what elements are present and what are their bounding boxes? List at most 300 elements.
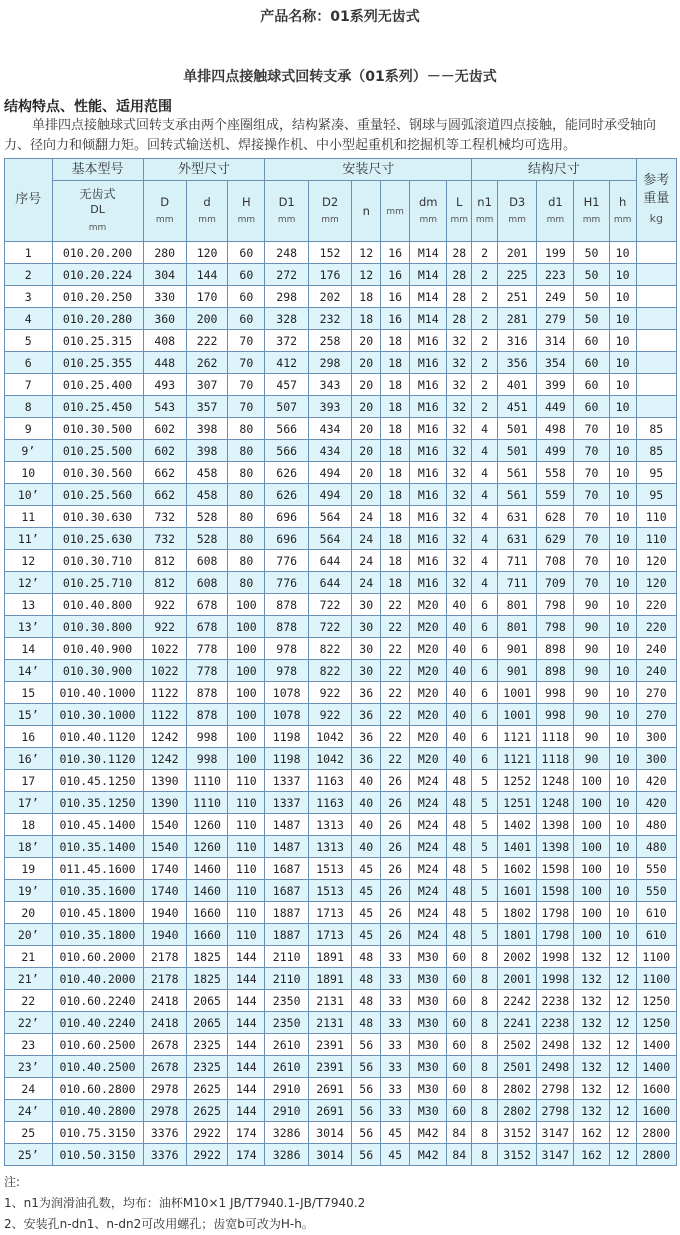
table-cell: 561	[498, 484, 537, 506]
table-cell: 95	[636, 462, 676, 484]
table-cell: 100	[228, 616, 265, 638]
header-D3-label: D3	[509, 195, 526, 209]
table-cell: 4	[472, 550, 498, 572]
header-n1	[472, 181, 498, 242]
table-cell: 2798	[537, 1078, 574, 1100]
table-cell: M16	[410, 330, 447, 352]
table-cell: 20	[352, 462, 381, 484]
table-cell: 010.45.1800	[52, 902, 143, 924]
table-cell: 458	[186, 462, 227, 484]
page-title: 产品名称：01系列无齿式	[260, 9, 420, 25]
table-cell: 10	[609, 660, 636, 682]
table-cell: 5	[472, 858, 498, 880]
table-cell: 40	[447, 638, 472, 660]
header-D1-label: D1	[278, 195, 295, 209]
table-cell: M30	[410, 968, 447, 990]
table-cell: 2238	[537, 990, 574, 1012]
table-cell: 8	[472, 968, 498, 990]
table-cell: M20	[410, 660, 447, 682]
table-cell: 610	[636, 902, 676, 924]
table-cell: 22	[381, 660, 410, 682]
table-cell: 558	[537, 462, 574, 484]
table-cell: 56	[352, 1144, 381, 1166]
table-cell: 90	[574, 726, 609, 748]
table-cell: M16	[410, 374, 447, 396]
table-cell: 3152	[498, 1144, 537, 1166]
table-cell: 458	[186, 484, 227, 506]
table-cell: 18	[5, 814, 53, 836]
table-cell: 8	[472, 1100, 498, 1122]
table-cell: 2678	[143, 1034, 186, 1056]
table-cell: 60	[574, 396, 609, 418]
table-cell: 922	[308, 682, 351, 704]
table-cell: 564	[308, 528, 351, 550]
table-cell: 602	[143, 418, 186, 440]
table-cell: 2678	[143, 1056, 186, 1078]
table-cell: 4	[5, 308, 53, 330]
table-cell: 2001	[498, 968, 537, 990]
table-cell: 2	[472, 242, 498, 264]
table-cell: 60	[447, 990, 472, 1012]
table-cell: 100	[574, 858, 609, 880]
table-cell: 662	[143, 462, 186, 484]
table-cell: 2131	[308, 1012, 351, 1034]
table-row	[5, 990, 677, 1012]
table-row	[5, 572, 677, 594]
table-cell: 1598	[537, 880, 574, 902]
table-cell: 010.60.2240	[52, 990, 143, 1012]
table-cell: 3376	[143, 1144, 186, 1166]
table-cell: 32	[447, 572, 472, 594]
table-cell: 26	[381, 770, 410, 792]
table-cell: 10	[609, 242, 636, 264]
header-weight-label: 参考重量	[643, 173, 670, 206]
table-cell: 300	[636, 726, 676, 748]
table-row	[5, 1122, 677, 1144]
table-cell: 501	[498, 418, 537, 440]
header-L-label: L	[456, 195, 463, 209]
table-cell: 304	[143, 264, 186, 286]
table-cell: 60	[228, 242, 265, 264]
table-cell: 16	[381, 286, 410, 308]
table-cell: 1121	[498, 748, 537, 770]
table-cell: 898	[537, 638, 574, 660]
table-cell: 8	[472, 1144, 498, 1166]
table-cell: 132	[574, 1056, 609, 1078]
table-row	[5, 682, 677, 704]
table-cell: 2502	[498, 1034, 537, 1056]
table-cell: 56	[352, 1100, 381, 1122]
table-cell: 1163	[308, 792, 351, 814]
table-cell: 80	[228, 462, 265, 484]
table-cell: 33	[381, 946, 410, 968]
table-cell: 010.40.2000	[52, 968, 143, 990]
table-cell: 100	[228, 704, 265, 726]
table-cell: 3147	[537, 1122, 574, 1144]
table-row	[5, 726, 677, 748]
table-cell: 711	[498, 550, 537, 572]
table-cell: 499	[537, 440, 574, 462]
table-cell: 2	[472, 374, 498, 396]
table-cell: 100	[574, 814, 609, 836]
table-cell: 132	[574, 946, 609, 968]
table-cell: 1250	[636, 990, 676, 1012]
header-unit: mm	[546, 215, 565, 225]
table-cell: 010.35.1800	[52, 924, 143, 946]
table-cell: 202	[308, 286, 351, 308]
table-cell: 8	[5, 396, 53, 418]
table-cell: 3286	[265, 1122, 308, 1144]
table-cell: 2	[472, 352, 498, 374]
table-cell: 1121	[498, 726, 537, 748]
table-cell: M30	[410, 1056, 447, 1078]
table-cell: 2	[472, 330, 498, 352]
table-cell: M24	[410, 770, 447, 792]
table-cell: 18	[381, 550, 410, 572]
table-cell: 12	[609, 1078, 636, 1100]
table-cell: 19	[5, 858, 53, 880]
table-cell: M20	[410, 726, 447, 748]
table-cell: 2178	[143, 946, 186, 968]
table-cell: 010.25.710	[52, 572, 143, 594]
table-cell: 1740	[143, 858, 186, 880]
table-cell: 40	[447, 726, 472, 748]
table-cell: 696	[265, 506, 308, 528]
table-cell: 878	[186, 704, 227, 726]
table-cell: 010.30.500	[52, 418, 143, 440]
table-cell: 30	[352, 616, 381, 638]
table-cell: 270	[636, 704, 676, 726]
table-cell: 4	[472, 572, 498, 594]
table-cell: 822	[308, 660, 351, 682]
table-cell: 1337	[265, 792, 308, 814]
table-cell: 6	[472, 616, 498, 638]
table-row	[5, 1012, 677, 1034]
table-cell: 144	[228, 1034, 265, 1056]
table-cell: 80	[228, 418, 265, 440]
table-cell: 32	[447, 418, 472, 440]
table-cell: 628	[537, 506, 574, 528]
table-cell: 10	[609, 528, 636, 550]
table-cell: 18	[381, 462, 410, 484]
table-cell: 22	[381, 704, 410, 726]
header-d1	[537, 181, 574, 242]
table-row	[5, 528, 677, 550]
table-cell: 279	[537, 308, 574, 330]
table-cell: 48	[447, 770, 472, 792]
table-row	[5, 1034, 677, 1056]
table-cell: 393	[308, 396, 351, 418]
table-cell: 2	[472, 308, 498, 330]
table-cell: 1598	[537, 858, 574, 880]
table-cell: 356	[498, 352, 537, 374]
table-cell: 711	[498, 572, 537, 594]
table-cell: 30	[352, 660, 381, 682]
table-cell: 2501	[498, 1056, 537, 1078]
table-cell: 566	[265, 440, 308, 462]
table-row	[5, 594, 677, 616]
header-h	[609, 181, 636, 242]
table-cell: 24	[352, 572, 381, 594]
table-cell: 10	[609, 396, 636, 418]
table-cell	[636, 352, 676, 374]
table-cell: M24	[410, 836, 447, 858]
table-cell: 010.25.355	[52, 352, 143, 374]
header-unit: mm	[475, 215, 494, 225]
table-cell: 10	[609, 286, 636, 308]
table-cell: 85	[636, 418, 676, 440]
header-h-label: h	[618, 195, 627, 209]
table-cell: 2350	[265, 1012, 308, 1034]
table-cell: 010.50.3150	[52, 1144, 143, 1166]
header-H-label: H	[242, 195, 251, 209]
table-cell: 1825	[186, 968, 227, 990]
table-cell: 22	[381, 748, 410, 770]
table-cell: 25	[5, 1122, 53, 1144]
header-hole-dia	[381, 181, 410, 242]
table-cell: 162	[574, 1122, 609, 1144]
note-item: 2、安装孔n-dn1、n-dn2可改用螺孔；齿宽b可改为H-h。	[4, 1217, 314, 1231]
table-cell: 801	[498, 594, 537, 616]
table-cell: 412	[265, 352, 308, 374]
table-cell: 20	[352, 330, 381, 352]
table-cell: 644	[308, 550, 351, 572]
table-cell: 3152	[498, 1122, 537, 1144]
table-cell: 45	[352, 880, 381, 902]
table-cell: 12	[609, 1056, 636, 1078]
table-cell: 493	[143, 374, 186, 396]
table-cell: 1891	[308, 968, 351, 990]
table-cell: 722	[308, 594, 351, 616]
table-cell: 2800	[636, 1122, 676, 1144]
table-cell: 100	[574, 902, 609, 924]
table-cell: 10	[609, 330, 636, 352]
table-cell: 010.20.250	[52, 286, 143, 308]
table-cell: 901	[498, 660, 537, 682]
table-row	[5, 836, 677, 858]
table-cell: 010.30.900	[52, 660, 143, 682]
table-cell: 010.60.2800	[52, 1078, 143, 1100]
table-cell: 1487	[265, 836, 308, 858]
table-row	[5, 902, 677, 924]
table-cell: 2325	[186, 1056, 227, 1078]
table-cell: 1601	[498, 880, 537, 902]
table-cell: 010.35.1250	[52, 792, 143, 814]
table-cell: 201	[498, 242, 537, 264]
table-cell: 17	[5, 770, 53, 792]
table-cell: 23’	[5, 1056, 53, 1078]
table-cell: 010.25.630	[52, 528, 143, 550]
table-cell: 225	[498, 264, 537, 286]
table-cell: 80	[228, 506, 265, 528]
table-cell: 010.45.1400	[52, 814, 143, 836]
table-cell: 100	[228, 748, 265, 770]
table-cell: 608	[186, 550, 227, 572]
header-unit: mm	[613, 215, 632, 225]
table-cell: 2691	[308, 1100, 351, 1122]
table-cell: 262	[186, 352, 227, 374]
table-cell: 1122	[143, 704, 186, 726]
table-cell: 434	[308, 440, 351, 462]
table-cell: 8	[472, 1034, 498, 1056]
header-unit: mm	[155, 215, 174, 225]
table-cell: 60	[447, 968, 472, 990]
table-cell: 45	[352, 924, 381, 946]
table-cell: 12	[609, 1100, 636, 1122]
table-cell: 152	[308, 242, 351, 264]
table-cell: 12	[609, 1144, 636, 1166]
table-cell: 11’	[5, 528, 53, 550]
table-cell: 010.20.200	[52, 242, 143, 264]
table-cell: 2391	[308, 1056, 351, 1078]
table-cell: 40	[447, 660, 472, 682]
table-cell: 010.40.2500	[52, 1056, 143, 1078]
table-cell: 010.25.315	[52, 330, 143, 352]
table-cell: M42	[410, 1144, 447, 1166]
table-cell: 1260	[186, 814, 227, 836]
table-cell: 5	[472, 814, 498, 836]
header-unit: mm	[582, 215, 601, 225]
table-cell: M20	[410, 704, 447, 726]
table-cell: 1390	[143, 792, 186, 814]
table-cell: 010.20.224	[52, 264, 143, 286]
table-cell: 16	[381, 242, 410, 264]
table-cell: 95	[636, 484, 676, 506]
header-n1-label: n1	[477, 195, 492, 209]
table-cell: 10	[609, 726, 636, 748]
table-cell: 60	[228, 308, 265, 330]
table-cell: M20	[410, 748, 447, 770]
table-cell: 1798	[537, 902, 574, 924]
table-cell: 1100	[636, 946, 676, 968]
header-D1	[265, 181, 308, 242]
table-cell: 12’	[5, 572, 53, 594]
table-cell: 878	[186, 682, 227, 704]
table-cell: 120	[636, 550, 676, 572]
table-cell: 174	[228, 1122, 265, 1144]
table-cell: 24	[352, 528, 381, 550]
header-dl-code: DL	[90, 203, 105, 216]
table-cell: 10	[609, 352, 636, 374]
table-cell: 010.25.450	[52, 396, 143, 418]
table-cell: 3286	[265, 1144, 308, 1166]
table-cell: 110	[228, 924, 265, 946]
table-cell: 812	[143, 572, 186, 594]
table-cell: M16	[410, 418, 447, 440]
table-cell: 80	[228, 528, 265, 550]
table-cell: 50	[574, 264, 609, 286]
table-cell: 19’	[5, 880, 53, 902]
table-cell: 80	[228, 484, 265, 506]
table-cell: 709	[537, 572, 574, 594]
table-cell: 60	[574, 352, 609, 374]
table-cell: 3147	[537, 1144, 574, 1166]
notes	[4, 1172, 365, 1235]
table-cell: M24	[410, 814, 447, 836]
table-cell: 15	[5, 682, 53, 704]
table-cell: 822	[308, 638, 351, 660]
table-cell: 22	[381, 638, 410, 660]
table-cell: 010.30.800	[52, 616, 143, 638]
table-cell: 45	[352, 858, 381, 880]
header-D2-label: D2	[321, 195, 339, 209]
table-cell: 50	[574, 242, 609, 264]
table-cell: 1540	[143, 814, 186, 836]
table-cell: 90	[574, 638, 609, 660]
table-cell: M20	[410, 682, 447, 704]
table-cell: 22	[381, 726, 410, 748]
table-cell: 20	[352, 484, 381, 506]
table-cell: 011.45.1600	[52, 858, 143, 880]
table-cell: 50	[574, 308, 609, 330]
table-cell: 80	[228, 572, 265, 594]
table-cell: 1487	[265, 814, 308, 836]
header-d	[186, 181, 227, 242]
table-cell: 220	[636, 594, 676, 616]
table-cell: 922	[308, 704, 351, 726]
table-cell: 1251	[498, 792, 537, 814]
table-cell: 878	[265, 616, 308, 638]
table-cell: 14’	[5, 660, 53, 682]
table-cell: M30	[410, 1012, 447, 1034]
note-item: 1、n1为润滑油孔数，均布：油杯M10×1 JB/T7940.1-JB/T7940.2	[4, 1196, 366, 1210]
table-cell: 10	[609, 506, 636, 528]
table-cell: 10	[609, 748, 636, 770]
table-cell: 343	[308, 374, 351, 396]
table-cell: 6	[472, 682, 498, 704]
table-cell: 33	[381, 968, 410, 990]
table-cell: 110	[636, 528, 676, 550]
table-cell: 240	[636, 660, 676, 682]
table-cell: 16	[381, 264, 410, 286]
table-cell: 360	[143, 308, 186, 330]
header-D3	[498, 181, 537, 242]
table-cell: 1198	[265, 726, 308, 748]
table-cell: 4	[472, 528, 498, 550]
table-cell: 778	[186, 660, 227, 682]
header-D-label: D	[160, 195, 170, 209]
table-cell: 010.40.1120	[52, 726, 143, 748]
table-cell: 631	[498, 506, 537, 528]
header-unit: mm	[450, 215, 469, 225]
table-cell: 1825	[186, 946, 227, 968]
table-cell: 18	[381, 484, 410, 506]
table-cell: 801	[498, 616, 537, 638]
table-cell: M24	[410, 880, 447, 902]
header-dl-label: 无齿式	[79, 187, 116, 201]
table-row	[5, 858, 677, 880]
table-cell: 2178	[143, 968, 186, 990]
table-cell: 8	[472, 946, 498, 968]
table-row	[5, 330, 677, 352]
table-cell: 199	[537, 242, 574, 264]
table-row	[5, 374, 677, 396]
table-cell: 2610	[265, 1034, 308, 1056]
table-cell: 32	[447, 484, 472, 506]
table-cell: 10	[609, 924, 636, 946]
table-cell: 998	[537, 704, 574, 726]
table-cell: 48	[447, 858, 472, 880]
table-cell: M16	[410, 572, 447, 594]
header-D2	[308, 181, 351, 242]
table-cell: 80	[228, 440, 265, 462]
table-cell: 100	[574, 924, 609, 946]
table-cell: 16’	[5, 748, 53, 770]
table-cell: 559	[537, 484, 574, 506]
table-cell: 28	[447, 286, 472, 308]
table-cell: 22’	[5, 1012, 53, 1034]
table-cell: 20	[352, 418, 381, 440]
